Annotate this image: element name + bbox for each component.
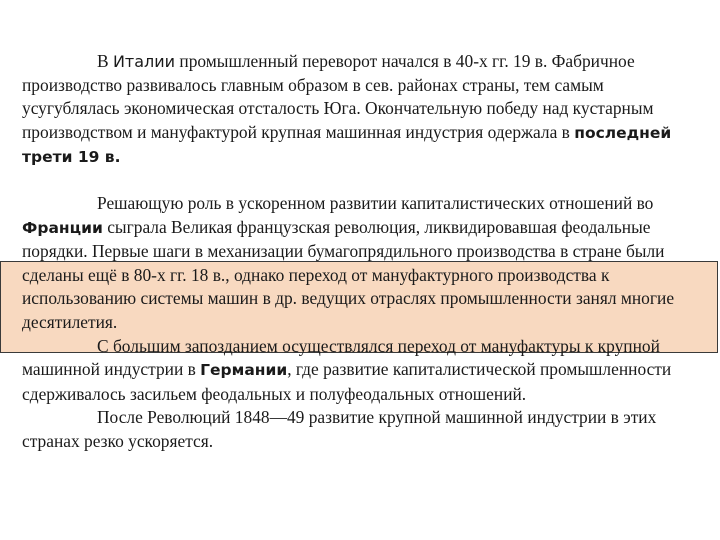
- paragraph-germany: [22, 335, 702, 407]
- text-span: В: [97, 51, 113, 71]
- text-span: промышленный переворот начался в 40-х гг. 19 в. Фабричное производство развивалось главным образом в сев. районах страны, тем самым усугублялась экономическая отсталость Юга. Окончательную победу над кустарным производством и мануфактурой крупная машинная индустрия одержала в: [22, 51, 654, 142]
- keyword-last-third: последней трети 19 в.: [22, 123, 672, 167]
- text-span: Решающую роль в ускоренном развитии капиталистических отношений во: [97, 192, 654, 213]
- paragraph-revolution: [22, 406, 702, 453]
- keyword-germany: Германии: [200, 361, 288, 380]
- text-span: , где развитие капиталистической промышленности сдерживалось засильем феодальных и полуфеодальных отношений.: [22, 359, 672, 404]
- paragraph-france: [22, 192, 702, 335]
- text-span: сыграла Великая французская революция, ликвидировавшая феодальные порядки. Первые шаги в механизации бумагопрядильного производства в стране были сделаны ещё в 80-х гг. 18 в., однако переход от мануфактурного производства к использованию системы машин в др. ведущих отраслях промышленности занял многие десятилетия.: [22, 216, 675, 332]
- slide-text: [22, 50, 702, 454]
- paragraph-italy: [22, 50, 702, 170]
- text-span: После Революций 1848—49 развитие крупной машинной индустрии в этих странах резко ускоряется.: [22, 407, 657, 451]
- keyword-italy: Италии: [112, 52, 176, 71]
- keyword-france: Франции: [22, 218, 103, 237]
- text-span: С большим запозданием осуществлялся переход от мануфактуры к крупной машинной индустрии в: [22, 335, 660, 380]
